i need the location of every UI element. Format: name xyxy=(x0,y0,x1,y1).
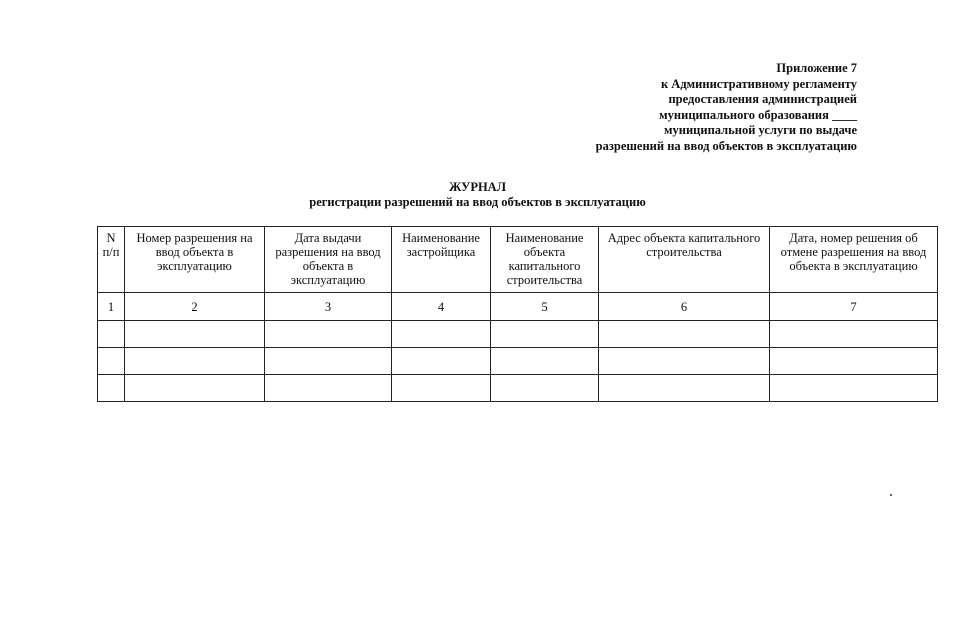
column-number-row xyxy=(98,293,938,321)
appendix-line-service: муниципальной услуги по выдаче xyxy=(664,123,857,138)
journal-subtitle: регистрации разрешений на ввод объектов в эксплуатацию xyxy=(309,195,646,209)
column-number-cell: 1 xyxy=(98,293,125,321)
journal-table-container xyxy=(97,226,927,406)
table-cell xyxy=(491,348,599,375)
table-cell xyxy=(599,375,770,402)
table-row xyxy=(98,321,938,348)
table-cell xyxy=(265,375,392,402)
header-object-address: Адрес объекта капитального строительства xyxy=(599,227,770,293)
column-number-cell: 6 xyxy=(599,293,770,321)
appendix-header xyxy=(596,61,857,155)
table-cell xyxy=(491,321,599,348)
table-header-row xyxy=(98,227,938,293)
table-cell xyxy=(98,321,125,348)
header-object-name: Наименование объекта капитального строительства xyxy=(491,227,599,293)
table-cell xyxy=(770,375,938,402)
table-cell xyxy=(392,321,491,348)
column-number-cell: 3 xyxy=(265,293,392,321)
table-cell xyxy=(392,375,491,402)
column-number-cell: 7 xyxy=(770,293,938,321)
table-cell xyxy=(392,348,491,375)
journal-title-block xyxy=(0,180,955,210)
table-row xyxy=(98,348,938,375)
table-cell xyxy=(125,348,265,375)
header-issue-date: Дата выдачи разрешения на ввод объекта в эксплуатацию xyxy=(265,227,392,293)
table-cell xyxy=(770,321,938,348)
column-number-cell: 4 xyxy=(392,293,491,321)
table-row xyxy=(98,375,938,402)
column-number-cell: 2 xyxy=(125,293,265,321)
table-cell xyxy=(125,321,265,348)
header-permit-number: Номер разрешения на ввод объекта в эксплуатацию xyxy=(125,227,265,293)
journal-title: ЖУРНАЛ xyxy=(448,180,507,194)
table-cell xyxy=(125,375,265,402)
column-number-cell: 5 xyxy=(491,293,599,321)
table-cell xyxy=(265,348,392,375)
table-cell xyxy=(491,375,599,402)
header-cancellation: Дата, номер решения об отмене разрешения на ввод объекта в эксплуатацию xyxy=(770,227,938,293)
table-cell xyxy=(599,348,770,375)
table-cell xyxy=(265,321,392,348)
table-cell xyxy=(599,321,770,348)
header-developer-name: Наименование застройщика xyxy=(392,227,491,293)
appendix-line-provision: предоставления администрацией xyxy=(668,92,857,107)
appendix-line-permits: разрешений на ввод объектов в эксплуатацию xyxy=(595,138,857,153)
journal-table xyxy=(97,226,938,402)
appendix-line-number: Приложение 7 xyxy=(776,61,857,75)
table-cell xyxy=(770,348,938,375)
appendix-line-municipality: муниципального образования ____ xyxy=(659,107,857,122)
header-row-number: N п/п xyxy=(98,227,125,293)
appendix-line-regulation: к Административному регламенту xyxy=(660,76,857,91)
table-cell xyxy=(98,348,125,375)
scan-speck xyxy=(890,494,892,496)
table-cell xyxy=(98,375,125,402)
